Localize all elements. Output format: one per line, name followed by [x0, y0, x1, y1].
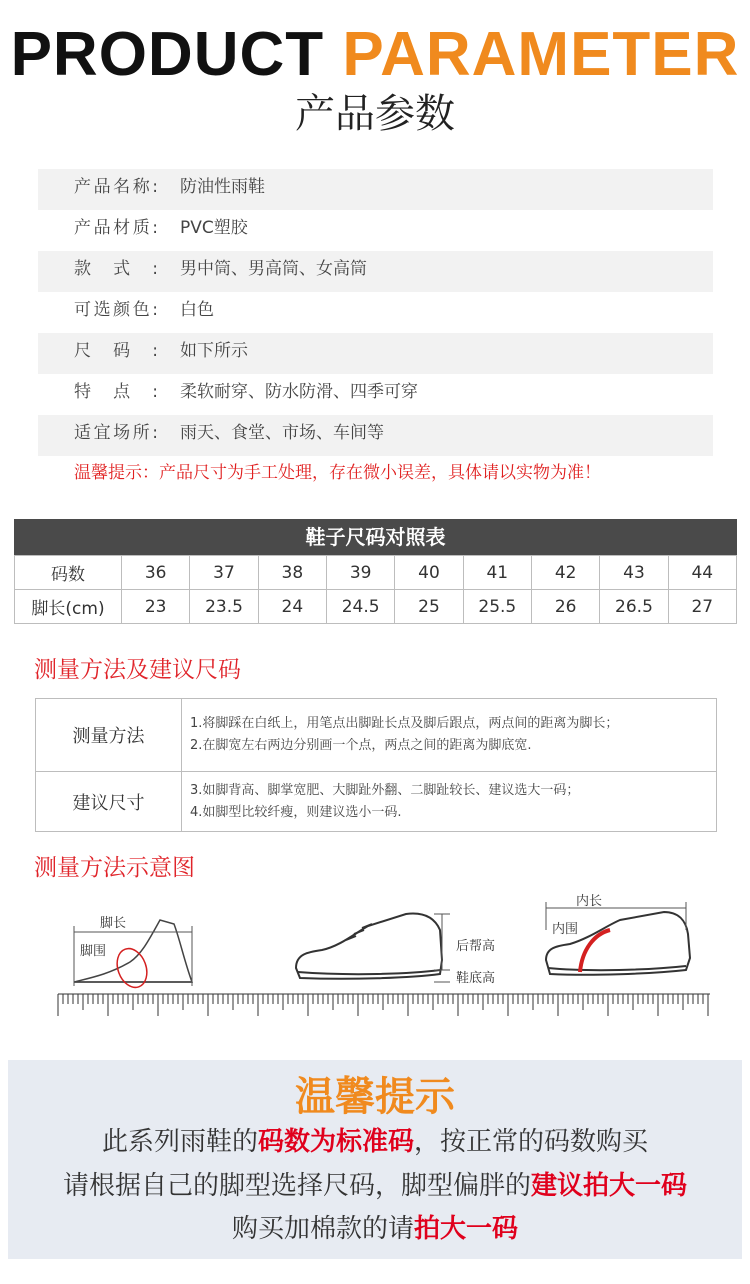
- param-label: 产品材质:: [74, 218, 158, 238]
- label-foot-length: 脚长: [100, 916, 127, 931]
- size-chart-title: 鞋子尺码对照表: [14, 519, 737, 555]
- size-row-label: 码数: [15, 556, 122, 590]
- measure-row-label: 建议尺寸: [36, 772, 182, 832]
- param-value: 男中筒、男高筒、女高筒: [180, 259, 367, 279]
- param-label: 款式:: [74, 259, 158, 279]
- param-row: [38, 415, 713, 456]
- measurement-diagram: [50, 890, 720, 1030]
- measure-row-text: [182, 772, 717, 832]
- measure-line: 1.将脚踩在白纸上，用笔点出脚趾长点及脚后跟点，两点间的距离为脚长；: [190, 716, 619, 731]
- size-tip: 温馨提示：产品尺寸为手工处理，存在微小误差，具体请以实物为准！: [74, 463, 601, 483]
- size-row: [15, 556, 737, 590]
- measure-row: [36, 699, 717, 772]
- param-value: 柔软耐穿、防水防滑、四季可穿: [180, 382, 418, 402]
- param-row: [38, 169, 713, 210]
- size-cell: 40: [395, 556, 463, 590]
- notice-text: 此系列雨鞋的: [101, 1127, 258, 1157]
- inner-girth-arrow: [580, 930, 610, 972]
- param-row: [38, 333, 713, 374]
- measure-line: 4.如脚型比较纤瘦，则建议选小一码.: [190, 804, 402, 820]
- param-row: [38, 292, 713, 333]
- size-cell: 43: [600, 556, 668, 590]
- measure-line: 2.在脚宽左右两边分别画一个点，两点之间的距离为脚底宽.: [190, 738, 532, 753]
- notice-highlight: 码数为标准码: [257, 1127, 414, 1157]
- size-chart-table: [14, 555, 737, 624]
- length-row-label: 脚长(cm): [15, 590, 122, 624]
- size-cell: 42: [531, 556, 599, 590]
- length-cell: 26: [531, 590, 599, 624]
- param-value: 如下所示: [180, 341, 248, 361]
- measure-section-title: 测量方法及建议尺码: [34, 657, 241, 683]
- notice-highlight: 建议拍大一码: [531, 1171, 688, 1201]
- param-value: 雨天、食堂、市场、车间等: [180, 423, 384, 443]
- title-word-product: PRODUCT: [10, 20, 325, 89]
- param-label: 适宜场所:: [74, 423, 158, 443]
- label-inner-girth: 内围: [552, 922, 579, 937]
- param-label: 产品名称:: [74, 177, 158, 197]
- notice-text: ，按正常的码数购买: [414, 1127, 649, 1157]
- label-heel-height: 后帮高: [456, 939, 496, 954]
- length-cell: 24: [258, 590, 326, 624]
- size-cell: 44: [668, 556, 736, 590]
- label-inner-length: 内长: [576, 894, 603, 909]
- notice-highlight: 拍大一码: [414, 1214, 519, 1244]
- param-row: [38, 251, 713, 292]
- param-row: [38, 374, 713, 415]
- param-value: PVC塑胶: [180, 218, 248, 238]
- length-cell: 23: [122, 590, 190, 624]
- foot-girth-marker: [112, 944, 152, 991]
- length-row: [15, 590, 737, 624]
- length-cell: 26.5: [600, 590, 668, 624]
- measure-row: [36, 772, 717, 832]
- size-cell: 37: [190, 556, 258, 590]
- notice-title: 温馨提示: [295, 1074, 455, 1120]
- param-value: 白色: [180, 300, 214, 320]
- length-cell: 24.5: [326, 590, 394, 624]
- length-cell: 25.5: [463, 590, 531, 624]
- length-cell: 23.5: [190, 590, 258, 624]
- size-cell: 39: [326, 556, 394, 590]
- length-cell: 25: [395, 590, 463, 624]
- param-label: 特点:: [74, 382, 158, 402]
- length-cell: 27: [668, 590, 736, 624]
- diagram-section-title: 测量方法示意图: [34, 855, 195, 881]
- measure-row-text: [182, 699, 717, 772]
- size-cell: 41: [463, 556, 531, 590]
- shoe-side-illustration: [296, 914, 442, 979]
- title-word-parameter: PARAMETER: [342, 20, 740, 89]
- title-chinese: 产品参数: [295, 91, 455, 137]
- label-foot-girth: 脚围: [80, 944, 107, 959]
- notice-line-3: [0, 1211, 750, 1247]
- label-sole-height: 鞋底高: [456, 971, 496, 986]
- parameter-list: [38, 169, 713, 456]
- param-row: [38, 210, 713, 251]
- measure-table: [35, 698, 717, 832]
- param-label: 尺码:: [74, 341, 158, 361]
- notice-text: 购买加棉款的请: [231, 1214, 414, 1244]
- size-cell: 38: [258, 556, 326, 590]
- param-label: 可选颜色:: [74, 300, 158, 320]
- param-value: 防油性雨鞋: [180, 177, 265, 197]
- title-english: [0, 20, 750, 90]
- measure-line: 3.如脚背高、脚掌宽肥、大脚趾外翻、二脚趾较长、建议选大一码；: [190, 782, 580, 798]
- ruler-ticks: [58, 994, 708, 1016]
- size-cell: 36: [122, 556, 190, 590]
- notice-line-1: [0, 1124, 750, 1160]
- notice-text: 请根据自己的脚型选择尺码，脚型偏胖的: [62, 1171, 531, 1201]
- notice-line-2: [0, 1168, 750, 1204]
- measure-row-label: 测量方法: [36, 699, 182, 772]
